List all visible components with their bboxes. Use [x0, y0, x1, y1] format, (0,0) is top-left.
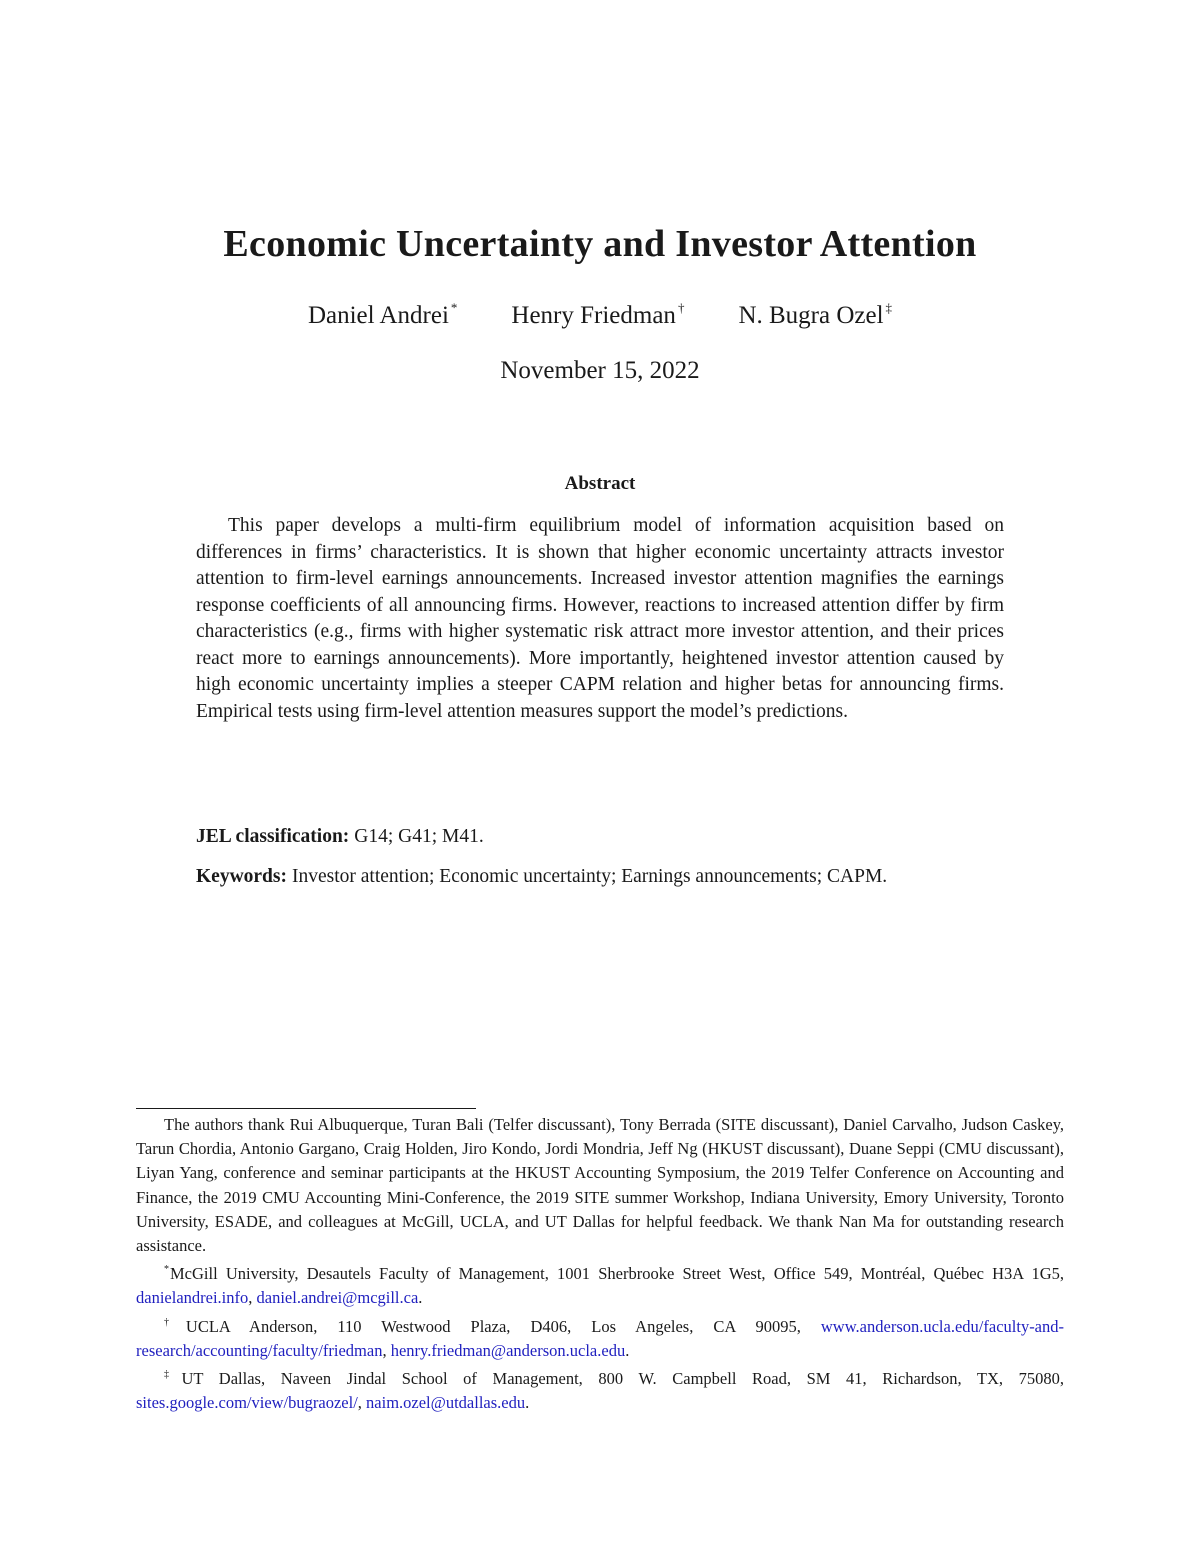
author-name: Henry Friedman	[511, 302, 676, 329]
footnote-mark: *	[450, 300, 458, 315]
email-link[interactable]: henry.friedman@anderson.ucla.edu	[390, 1340, 626, 1360]
jel-label: JEL classification:	[196, 826, 350, 847]
footnote-divider	[136, 1108, 476, 1109]
author-friedman	[511, 300, 684, 330]
keywords-label: Keywords:	[196, 866, 287, 887]
footnote-text: McGill University, Desautels Faculty of Management, 1001 Sherbrooke Street West, Office 549, Montréal, Québec H3A 1G5,	[170, 1264, 1064, 1284]
keywords	[196, 866, 1096, 888]
footnote-text: UCLA Anderson, 110 Westwood Plaza, D406, Los Angeles, CA 90095,	[185, 1316, 821, 1336]
author-ozel	[738, 300, 892, 330]
footnote-mark: ‡	[164, 1369, 181, 1381]
separator: ,	[357, 1393, 367, 1413]
period: .	[625, 1340, 630, 1360]
paper-date: November 15, 2022	[500, 357, 700, 384]
footnotes	[136, 1113, 1064, 1415]
abstract-heading: Abstract	[564, 473, 636, 494]
author-name: Daniel Andrei	[307, 302, 449, 329]
email-link[interactable]: daniel.andrei@mcgill.ca	[256, 1288, 419, 1308]
separator: ,	[248, 1288, 257, 1308]
footnote-mark: †	[164, 1316, 185, 1328]
footnote-acknowledgments: The authors thank Rui Albuquerque, Turan Bali (Telfer discussant), Tony Berrada (SITE discussant), Daniel Carvalho, Judson Caskey, Tarun Chordia, Antonio Gargano, Craig Holden, Jiro Kondo, Jordi Mondria, Jeff Ng (HKUST discussant), Duane Seppi (CMU discussant), Liyan Yang, conference and seminar participants at the HKUST Accounting Symposium, the 2019 Telfer Conference on Accounting and Finance, the 2019 CMU Accounting Mini-Conference, the 2019 SITE summer Workshop, Indiana University, Emory University, Toronto University, ESADE, and colleagues at McGill, UCLA, and UT Dallas for helpful feedback. We thank Nan Ma for outstanding research assistance.	[136, 1115, 1064, 1256]
author-andrei	[308, 300, 457, 330]
author-list	[0, 300, 1200, 330]
separator: ,	[382, 1340, 391, 1360]
website-link[interactable]: sites.google.com/view/bugraozel/	[136, 1393, 358, 1413]
email-link[interactable]: naim.ozel@utdallas.edu	[366, 1393, 526, 1413]
period: .	[525, 1393, 530, 1413]
footnote-mark: *	[164, 1264, 169, 1276]
paper-title: Economic Uncertainty and Investor Attention	[223, 223, 977, 265]
footnote-text: UT Dallas, Naveen Jindal School of Management, 800 W. Campbell Road, SM 41, Richardson, TX, 75080,	[181, 1369, 1065, 1389]
footnote-mark: †	[677, 300, 685, 315]
period: .	[418, 1288, 423, 1308]
website-link[interactable]: danielandrei.info	[136, 1288, 249, 1308]
website-link[interactable]: www.anderson.ucla.edu/faculty-and-research/accounting/faculty/friedman	[136, 1316, 1065, 1360]
footnote-andrei	[136, 1258, 1064, 1310]
footnote-mark: ‡	[885, 300, 893, 315]
jel-value: G14; G41; M41.	[354, 826, 484, 847]
jel-classification	[196, 826, 1096, 848]
keywords-value: Investor attention; Economic uncertainty; Earnings announcements; CAPM.	[292, 866, 888, 887]
author-name: N. Bugra Ozel	[738, 302, 884, 329]
abstract-text: This paper develops a multi-firm equilibrium model of information acquisition based on differences in firms’ characteristics. It is shown that higher economic uncertainty attracts investor attention to firm-level earnings announcements. Increased investor attention magnifies the earnings response coefficients of all announcing firms. However, reactions to increased attention differ by firm characteristics (e.g., firms with higher systematic risk attract more investor attention, and their prices react more to earnings announcements). More importantly, heightened investor attention caused by high economic uncertainty implies a steeper CAPM relation and higher betas for announcing firms. Empirical tests using firm-level attention measures support the model’s predictions.	[196, 515, 1004, 722]
footnote-friedman	[136, 1311, 1064, 1363]
footnote-ozel	[136, 1363, 1064, 1415]
